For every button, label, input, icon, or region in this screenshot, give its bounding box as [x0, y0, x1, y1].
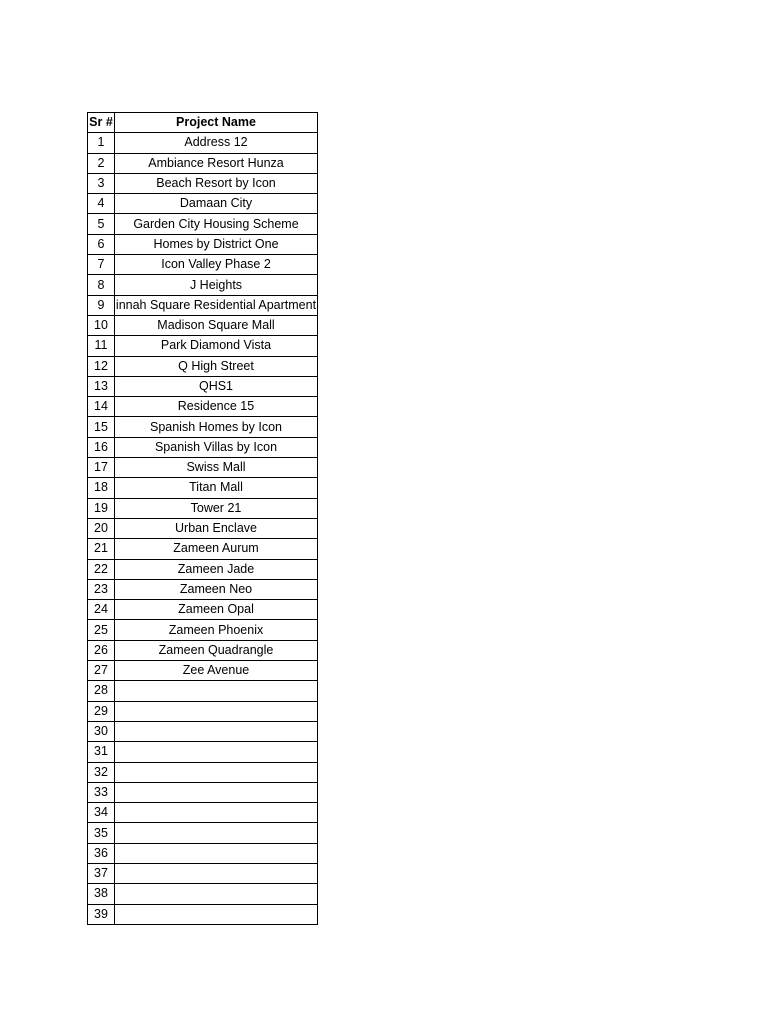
table-row	[88, 437, 318, 457]
project-table-container	[87, 112, 318, 925]
cell-project-name[interactable]: Garden City Housing Scheme	[115, 214, 318, 234]
cell-project-name[interactable]	[115, 803, 318, 823]
table-row	[88, 417, 318, 437]
table-row	[88, 803, 318, 823]
cell-project-name[interactable]: Zameen Phoenix	[115, 620, 318, 640]
cell-project-name[interactable]: Spanish Homes by Icon	[115, 417, 318, 437]
table-row	[88, 336, 318, 356]
cell-project-name[interactable]	[115, 823, 318, 843]
cell-project-name[interactable]: innah Square Residential Apartment	[115, 295, 318, 315]
cell-sr-number[interactable]: 7	[88, 255, 115, 275]
table-row	[88, 661, 318, 681]
cell-project-name[interactable]: Residence 15	[115, 397, 318, 417]
table-row	[88, 518, 318, 538]
cell-sr-number[interactable]: 20	[88, 518, 115, 538]
table-row	[88, 620, 318, 640]
cell-project-name[interactable]: Zameen Neo	[115, 579, 318, 599]
cell-sr-number[interactable]: 22	[88, 559, 115, 579]
table-row	[88, 579, 318, 599]
table-row	[88, 823, 318, 843]
table-row	[88, 397, 318, 417]
cell-sr-number[interactable]: 17	[88, 458, 115, 478]
cell-project-name[interactable]: Homes by District One	[115, 234, 318, 254]
table-row	[88, 498, 318, 518]
cell-sr-number[interactable]: 34	[88, 803, 115, 823]
cell-project-name[interactable]	[115, 884, 318, 904]
table-row	[88, 478, 318, 498]
cell-project-name[interactable]	[115, 863, 318, 883]
cell-sr-number[interactable]: 23	[88, 579, 115, 599]
cell-sr-number[interactable]: 4	[88, 194, 115, 214]
table-row	[88, 721, 318, 741]
cell-sr-number[interactable]: 6	[88, 234, 115, 254]
cell-sr-number[interactable]: 25	[88, 620, 115, 640]
cell-sr-number[interactable]: 32	[88, 762, 115, 782]
table-row	[88, 843, 318, 863]
cell-sr-number[interactable]: 26	[88, 640, 115, 660]
table-body	[88, 133, 318, 925]
cell-project-name[interactable]: Ambiance Resort Hunza	[115, 153, 318, 173]
table-row	[88, 458, 318, 478]
cell-project-name[interactable]: Spanish Villas by Icon	[115, 437, 318, 457]
cell-project-name[interactable]: Swiss Mall	[115, 458, 318, 478]
cell-sr-number[interactable]: 36	[88, 843, 115, 863]
table-row	[88, 214, 318, 234]
cell-sr-number[interactable]: 16	[88, 437, 115, 457]
cell-sr-number[interactable]: 28	[88, 681, 115, 701]
table-row	[88, 539, 318, 559]
cell-sr-number[interactable]: 29	[88, 701, 115, 721]
cell-sr-number[interactable]: 3	[88, 173, 115, 193]
table-row	[88, 133, 318, 153]
cell-project-name[interactable]: Address 12	[115, 133, 318, 153]
table-row	[88, 173, 318, 193]
cell-project-name[interactable]: QHS1	[115, 376, 318, 396]
cell-sr-number[interactable]: 35	[88, 823, 115, 843]
cell-project-name[interactable]: Tower 21	[115, 498, 318, 518]
cell-sr-number[interactable]: 10	[88, 315, 115, 335]
table-row	[88, 640, 318, 660]
cell-sr-number[interactable]: 5	[88, 214, 115, 234]
table-row	[88, 600, 318, 620]
cell-project-name[interactable]: Icon Valley Phase 2	[115, 255, 318, 275]
table-row	[88, 681, 318, 701]
header-sr-number: Sr #	[88, 113, 115, 133]
cell-sr-number[interactable]: 14	[88, 397, 115, 417]
table-row	[88, 742, 318, 762]
cell-sr-number[interactable]: 15	[88, 417, 115, 437]
table-row	[88, 701, 318, 721]
table-row	[88, 275, 318, 295]
cell-project-name[interactable]	[115, 742, 318, 762]
table-row	[88, 559, 318, 579]
cell-project-name[interactable]: Urban Enclave	[115, 518, 318, 538]
table-row	[88, 904, 318, 924]
cell-project-name[interactable]	[115, 843, 318, 863]
table-row	[88, 762, 318, 782]
cell-project-name[interactable]: J Heights	[115, 275, 318, 295]
cell-sr-number[interactable]: 30	[88, 721, 115, 741]
table-row	[88, 863, 318, 883]
cell-sr-number[interactable]: 37	[88, 863, 115, 883]
cell-project-name[interactable]: Park Diamond Vista	[115, 336, 318, 356]
table-row	[88, 376, 318, 396]
table-row	[88, 782, 318, 802]
table-row	[88, 255, 318, 275]
project-table	[87, 112, 318, 925]
table-row	[88, 194, 318, 214]
cell-sr-number[interactable]: 1	[88, 133, 115, 153]
cell-project-name[interactable]: Zameen Opal	[115, 600, 318, 620]
cell-sr-number[interactable]: 11	[88, 336, 115, 356]
table-row	[88, 153, 318, 173]
cell-project-name[interactable]	[115, 904, 318, 924]
cell-project-name[interactable]	[115, 681, 318, 701]
table-row	[88, 884, 318, 904]
cell-project-name[interactable]: Madison Square Mall	[115, 315, 318, 335]
cell-sr-number[interactable]: 27	[88, 661, 115, 681]
cell-project-name[interactable]	[115, 701, 318, 721]
cell-project-name[interactable]: Beach Resort by Icon	[115, 173, 318, 193]
cell-project-name[interactable]: Zameen Quadrangle	[115, 640, 318, 660]
cell-sr-number[interactable]: 21	[88, 539, 115, 559]
header-project-name: Project Name	[115, 113, 318, 133]
cell-sr-number[interactable]: 39	[88, 904, 115, 924]
cell-sr-number[interactable]: 38	[88, 884, 115, 904]
cell-project-name[interactable]	[115, 782, 318, 802]
cell-sr-number[interactable]: 24	[88, 600, 115, 620]
cell-sr-number[interactable]: 12	[88, 356, 115, 376]
cell-project-name[interactable]: Titan Mall	[115, 478, 318, 498]
cell-sr-number[interactable]: 9	[88, 295, 115, 315]
cell-sr-number[interactable]: 2	[88, 153, 115, 173]
table-row	[88, 315, 318, 335]
cell-project-name[interactable]	[115, 721, 318, 741]
table-header-row	[88, 113, 318, 133]
cell-project-name[interactable]: Q High Street	[115, 356, 318, 376]
cell-sr-number[interactable]: 18	[88, 478, 115, 498]
cell-sr-number[interactable]: 19	[88, 498, 115, 518]
cell-sr-number[interactable]: 31	[88, 742, 115, 762]
cell-sr-number[interactable]: 13	[88, 376, 115, 396]
table-row	[88, 356, 318, 376]
cell-project-name[interactable]: Zee Avenue	[115, 661, 318, 681]
table-row	[88, 295, 318, 315]
cell-sr-number[interactable]: 8	[88, 275, 115, 295]
cell-project-name[interactable]	[115, 762, 318, 782]
table-row	[88, 234, 318, 254]
cell-project-name[interactable]: Damaan City	[115, 194, 318, 214]
cell-project-name[interactable]: Zameen Aurum	[115, 539, 318, 559]
cell-sr-number[interactable]: 33	[88, 782, 115, 802]
cell-project-name[interactable]: Zameen Jade	[115, 559, 318, 579]
